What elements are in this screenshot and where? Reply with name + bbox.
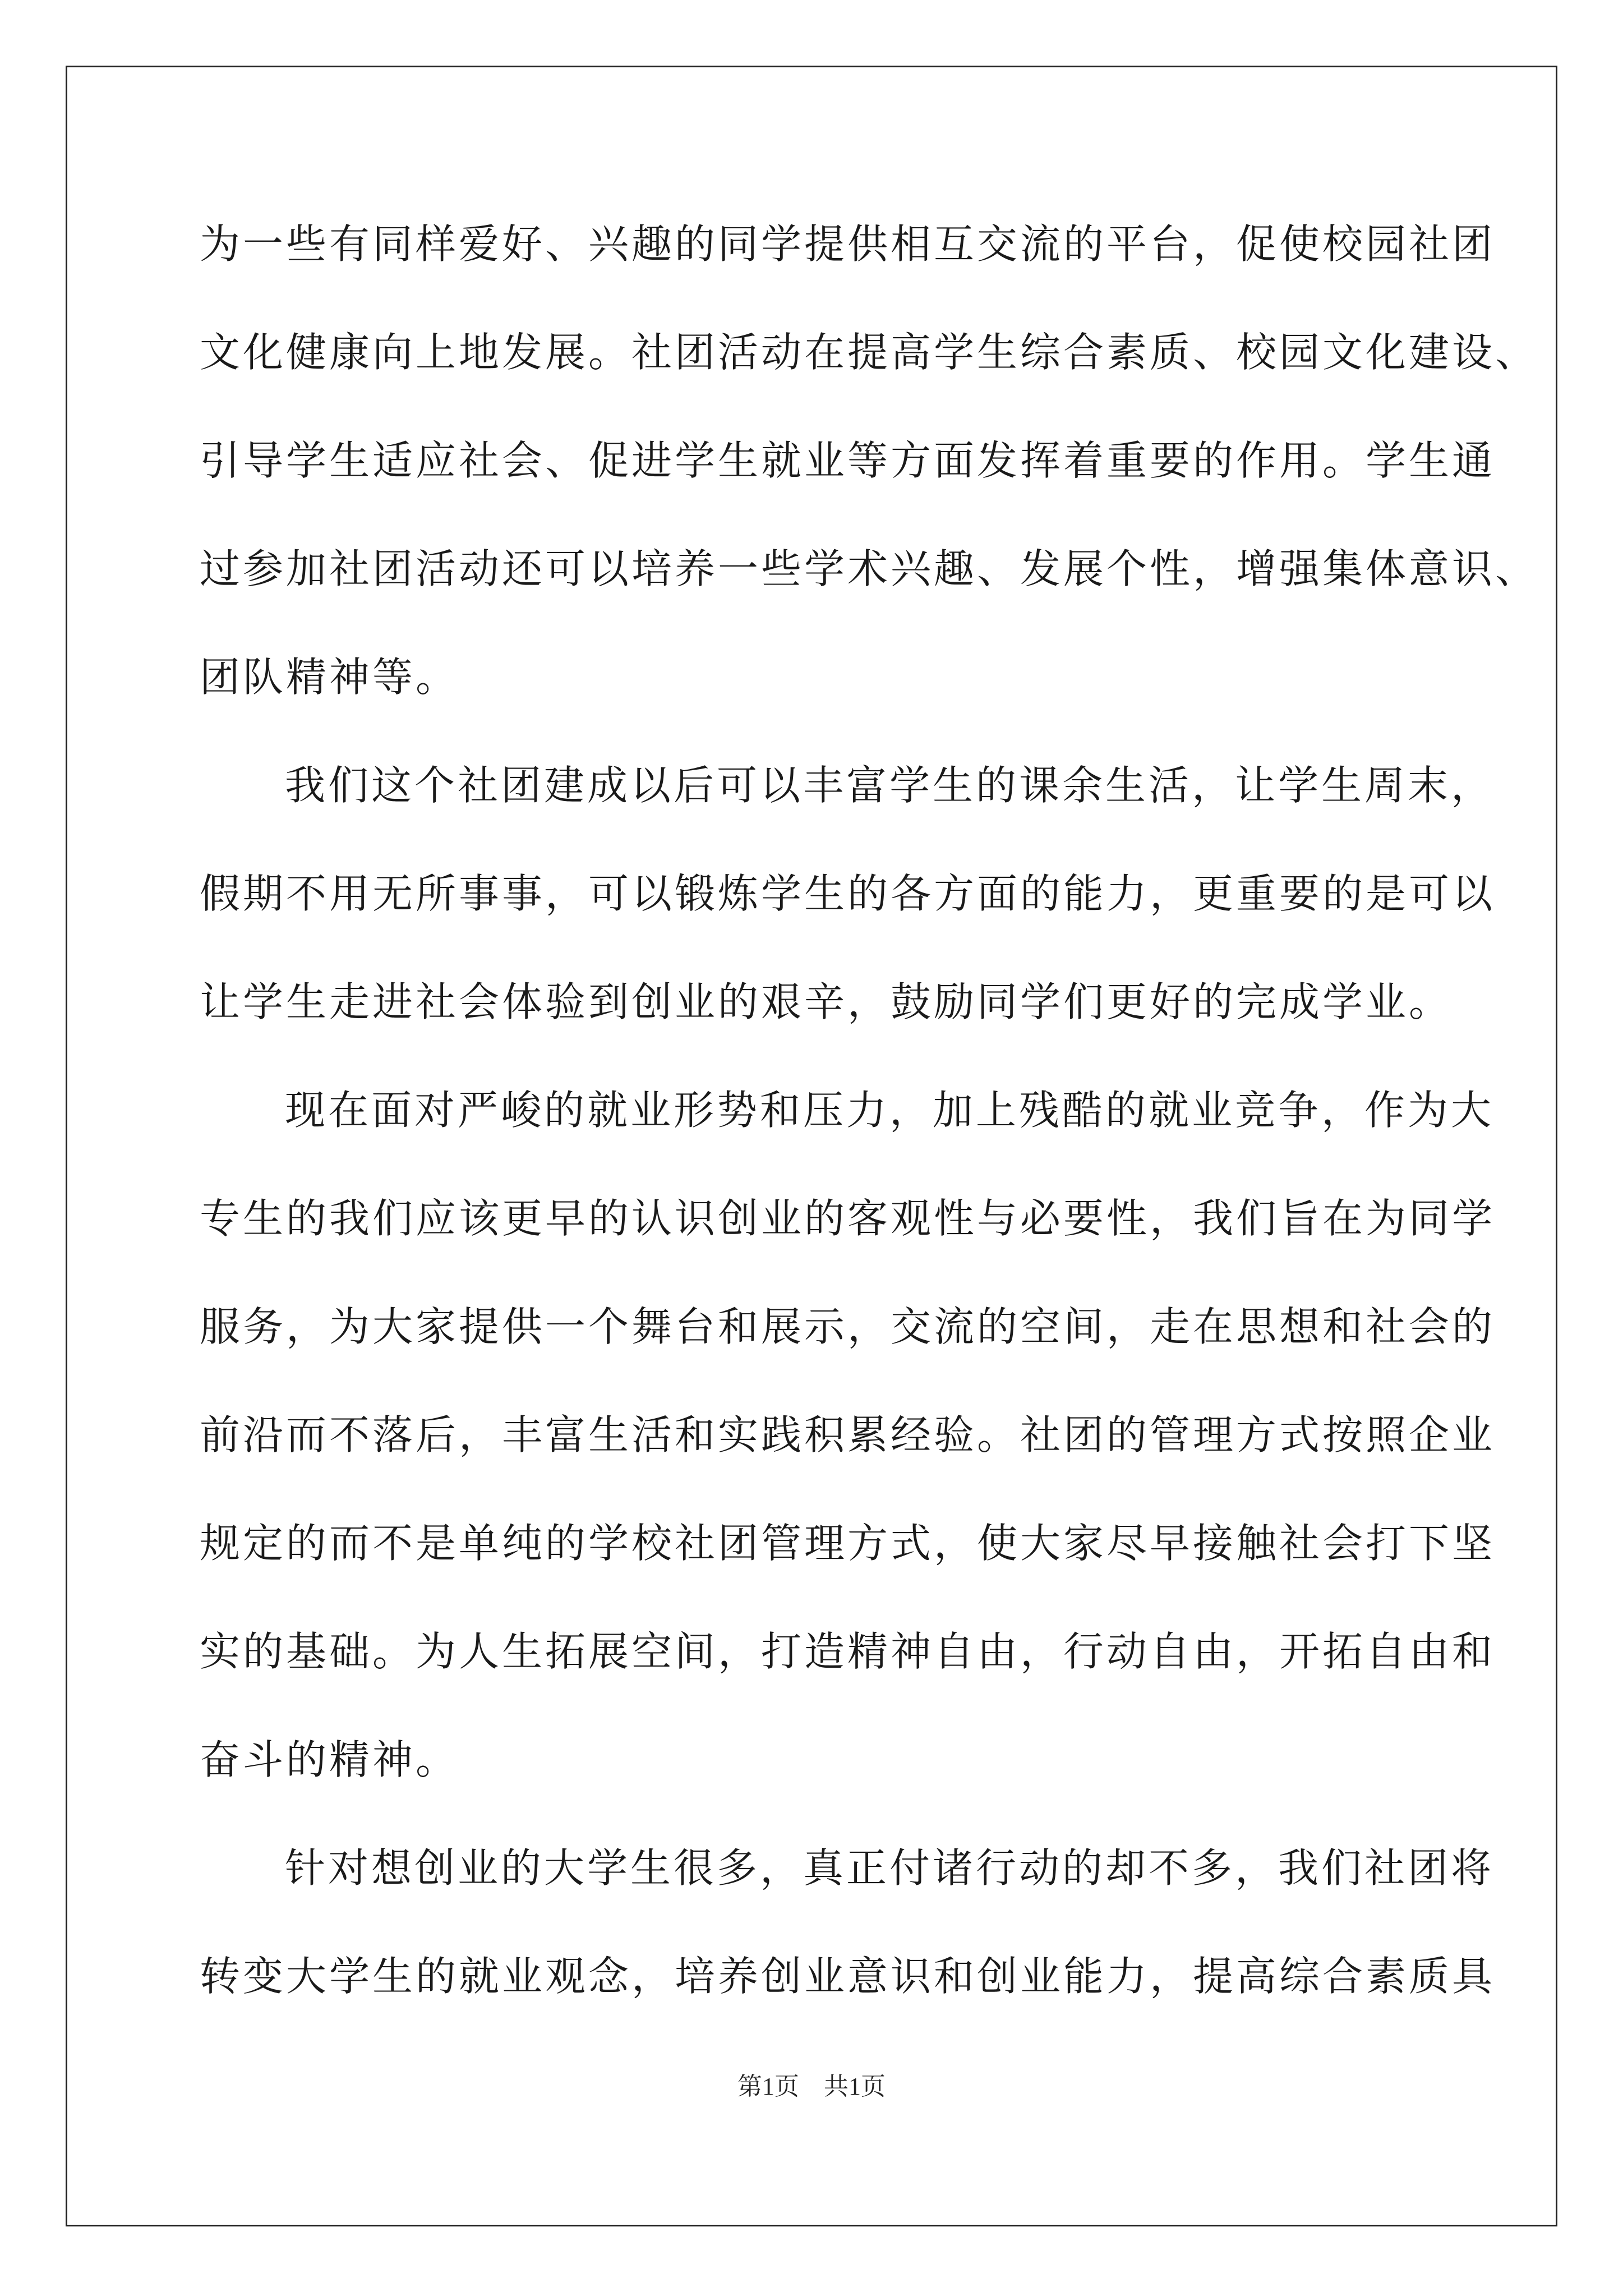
page-number-footer: 第1页 共1页 <box>737 2073 886 2100</box>
text-line: 实的基础。为人生拓展空间，打造精神自由，行动自由，开拓自由和 <box>200 1628 1496 1675</box>
paragraph-first-line: 现在面对严峻的就业形势和压力，加上残酷的就业竞争，作为大 <box>285 1087 1495 1134</box>
paragraph-first-line: 针对想创业的大学生很多，真正付诸行动的却不多，我们社团将 <box>285 1844 1495 1892</box>
text-line: 引导学生适应社会、促进学生就业等方面发挥着重要的作用。学生通 <box>200 437 1496 484</box>
text-line: 服务，为大家提供一个舞台和展示，交流的空间，走在思想和社会的 <box>200 1303 1496 1350</box>
paragraph-first-line: 我们这个社团建成以后可以丰富学生的课余生活，让学生周末， <box>285 762 1495 809</box>
text-line: 假期不用无所事事，可以锻炼学生的各方面的能力，更重要的是可以 <box>200 870 1496 917</box>
text-line: 规定的而不是单纯的学校社团管理方式，使大家尽早接触社会打下坚 <box>200 1520 1496 1567</box>
text-line: 文化健康向上地发展。社团活动在提高学生综合素质、校园文化建设、 <box>200 329 1539 376</box>
text-line: 为一些有同样爱好、兴趣的同学提供相互交流的平台，促使校园社团 <box>200 220 1496 268</box>
text-line: 前沿而不落后，丰富生活和实践积累经验。社团的管理方式按照企业 <box>200 1411 1496 1458</box>
text-line: 转变大学生的就业观念，培养创业意识和创业能力，提高综合素质具 <box>200 1953 1496 2000</box>
text-line: 团队精神等。 <box>200 654 459 701</box>
text-line: 奋斗的精神。 <box>200 1736 459 1783</box>
text-line: 过参加社团活动还可以培养一些学术兴趣、发展个性，增强集体意识、 <box>200 545 1539 592</box>
text-line: 专生的我们应该更早的认识创业的客观性与必要性，我们旨在为同学 <box>200 1195 1496 1242</box>
page-border <box>66 66 1557 2226</box>
text-line: 让学生走进社会体验到创业的艰辛，鼓励同学们更好的完成学业。 <box>200 978 1453 1025</box>
